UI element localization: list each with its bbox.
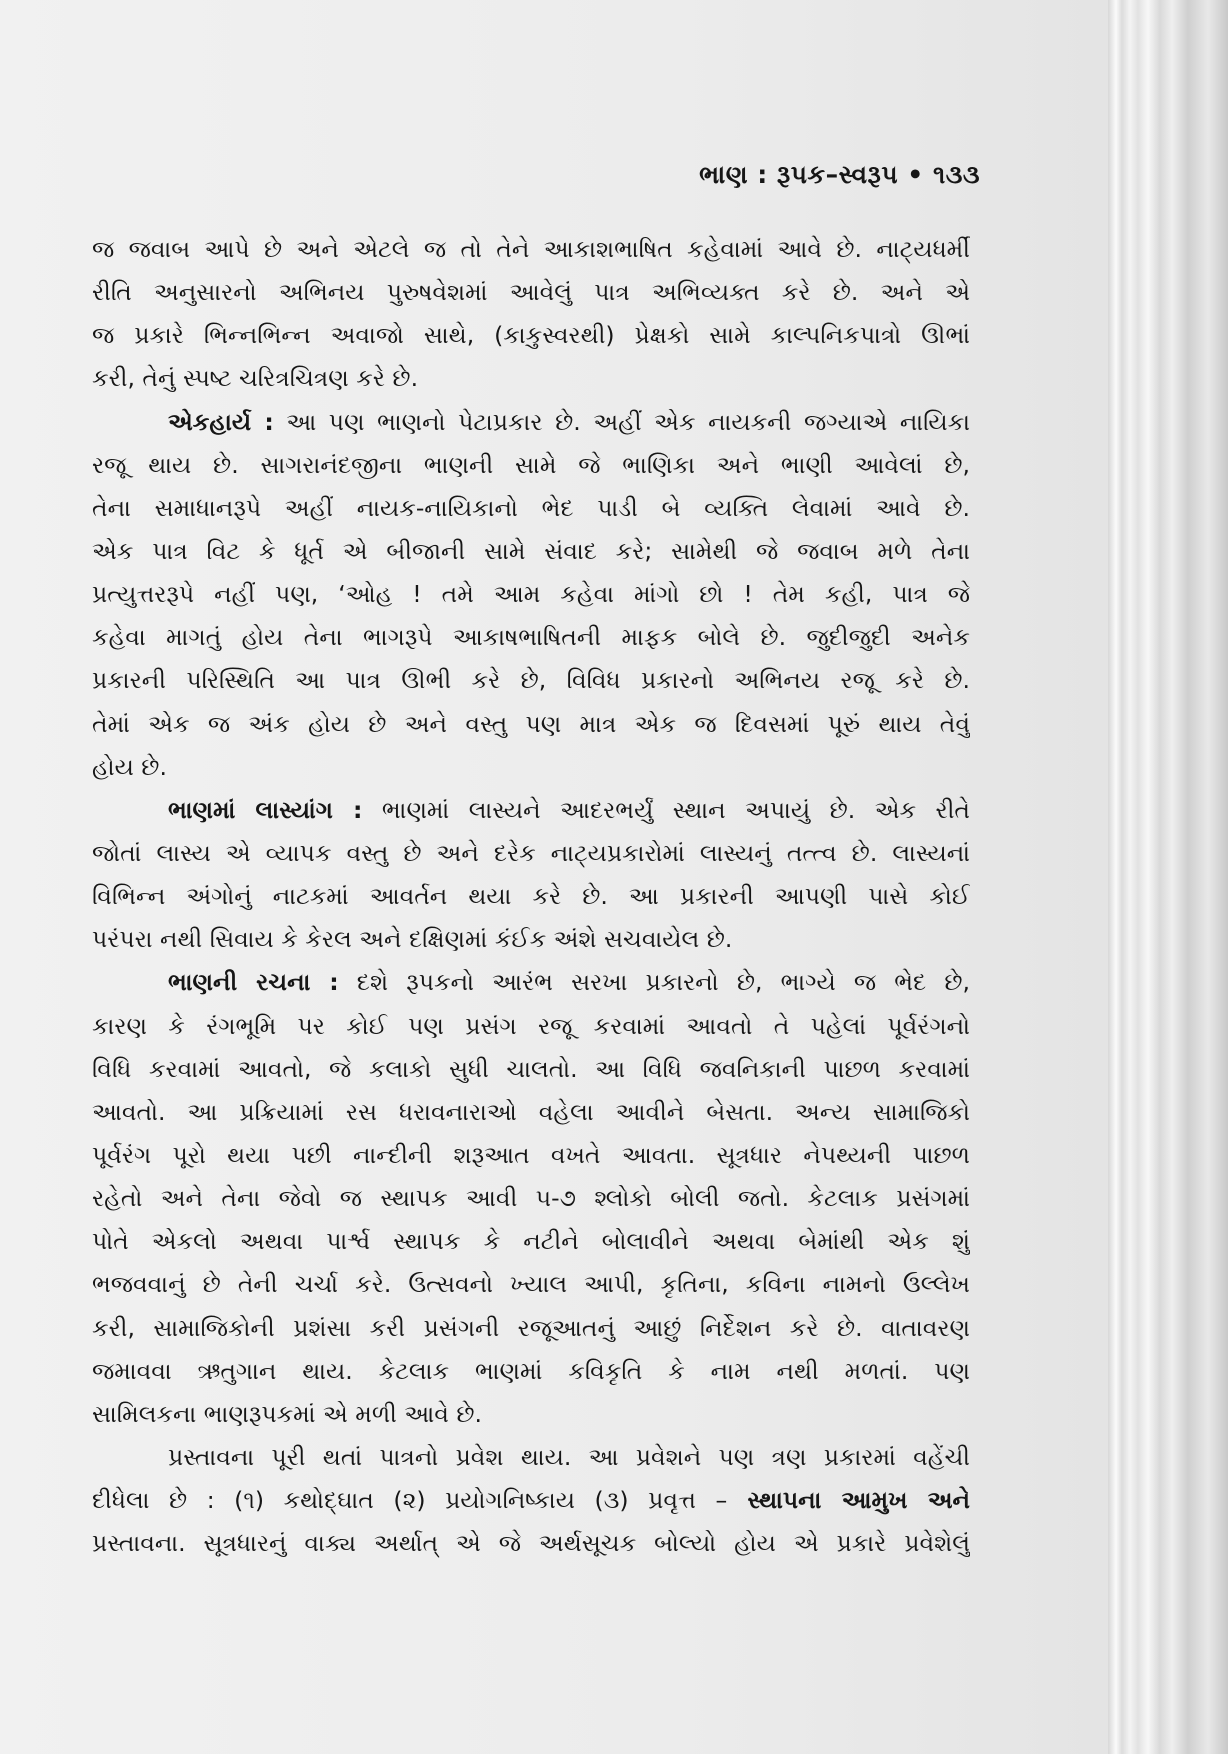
section-heading: એકહાર્ય : [168,407,274,436]
text-line: જોતાં લાસ્ય એ વ્યાપક વસ્તુ છે અને દરેક નાટ્યપ્રકારોમાં લાસ્યનું તત્ત્વ છે. લાસ્યનાં [92,838,970,867]
text-line: પ્રત્યુત્તરરૂપે નહીં પણ, ‘ઓહ ! તમે આમ કહેવા માંગો છો ! તેમ કહી, પાત્ર જે [92,580,970,609]
section-heading: ભાણમાં લાસ્યાંગ : [168,795,363,824]
text-line: જ જવાબ આપે છે અને એટલે જ તો તેને આકાશભાષિત કહેવામાં આવે છે. નાટ્યધર્મી [92,235,970,263]
text-line: વિભિન્ન અંગોનું નાટકમાં આવર્તન થયા કરે છે. આ પ્રકારની આપણી પાસે કોઈ [92,882,970,911]
text-line: ભજવવાનું છે તેની ચર્ચા કરે. ઉત્સવનો ખ્યાલ આપી, કૃતિના, કવિના નામનો ઉલ્લેખ [92,1270,970,1299]
text-line: કારણ કે રંગભૂમિ પર કોઈ પણ પ્રસંગ રજૂ કરવામાં આવતો તે પહેલાં પૂર્વરંગનો [92,1011,970,1040]
running-header: ભાણ : રૂપક–સ્વરૂપ • ૧૩૩ [699,160,980,189]
paragraph-start-ekaharya: એકહાર્ય : આ પણ ભાણનો પેટાપ્રકાર છે. અહીં એક નાયકની જગ્યાએ નાયિકા [168,407,970,436]
text-line: આવતો. આ પ્રક્રિયામાં રસ ધરાવનારાઓ વહેલા આવીને બેસતા. અન્ય સામાજિકો [92,1097,970,1126]
paragraph-start-lasyang: ભાણમાં લાસ્યાંગ : ભાણમાં લાસ્યને આદરભર્યું સ્થાન અપાયું છે. એક રીતે [168,795,970,824]
text-line: પોતે એકલો અથવા પાર્શ્વ સ્થાપક કે નટીને બોલાવીને અથવા બેમાંથી એક શું [92,1227,970,1256]
text-line: પ્રસ્તાવના. સૂત્રધારનું વાક્ય અર્થાત્ એ જે અર્થસૂચક બોલ્યો હોય એ પ્રકારે પ્રવેશેલું [92,1529,970,1558]
paragraph-start-prastavana: પ્રસ્તાવના પૂરી થતાં પાત્રનો પ્રવેશ થાય. આ પ્રવેશને પણ ત્રણ પ્રકારમાં વહેંચી [168,1442,970,1471]
text-line: દીધેલા છે : (૧) કથોદ્ઘાત (૨) પ્રયોગનિષ્કાય (૩) પ્રવૃત્ત – સ્થાપના આમુખ અને [92,1486,970,1515]
text-line: એક પાત્ર વિટ કે ધૂર્ત એ બીજાની સામે સંવાદ કરે; સામેથી જે જવાબ મળે તેના [92,536,970,565]
body-text [92,228,970,1565]
text-line: હોય છે. [92,752,167,781]
text-line: તેના સમાધાનરૂપે અહીં નાયક-નાયિકાનો ભેદ પાડી બે વ્યક્તિ લેવામાં આવે છે. [92,493,970,522]
text-line: પ્રકારની પરિસ્થિતિ આ પાત્ર ઊભી કરે છે, વિવિધ પ્રકારનો અભિનય રજૂ કરે છે. [92,666,970,695]
text-line: વિધિ કરવામાં આવતો, જે કલાકો સુધી ચાલતો. આ વિધિ જવનિકાની પાછળ કરવામાં [92,1054,970,1083]
text-line: કહેવા માગતું હોય તેના ભાગરૂપે આકાષભાષિતની માફક બોલે છે. જુદીજુદી અનેક [92,623,970,652]
text-line: રજૂ થાય છે. સાગરાનંદજીના ભાણની સામે જે ભાણિકા અને ભાણી આવેલાં છે, [92,450,970,479]
text-line: કરી, સામાજિકોની પ્રશંસા કરી પ્રસંગની રજૂઆતનું આછું નિર્દેશન કરે છે. વાતાવરણ [92,1313,970,1342]
text-line: પૂર્વરંગ પૂરો થયા પછી નાન્દીની શરૂઆત વખતે આવતા. સૂત્રધાર નેપથ્યની પાછળ [92,1140,970,1169]
text-line: તેમાં એક જ અંક હોય છે અને વસ્તુ પણ માત્ર એક જ દિવસમાં પૂરું થાય તેવું [92,709,970,738]
text-line: રીતિ અનુસારનો અભિનય પુરુષવેશમાં આવેલું પાત્ર અભિવ્યક્ત કરે છે. અને એ [92,278,970,307]
page-edge-shadow [1108,0,1228,1754]
section-heading: ભાણની રચના : [168,968,339,997]
text-line: જમાવવા ઋતુગાન થાય. કેટલાક ભાણમાં કવિકૃતિ કે નામ નથી મળતાં. પણ [92,1356,970,1385]
text-line: રહેતો અને તેના જેવો જ સ્થાપક આવી ૫-૭ શ્લોકો બોલી જતો. કેટલાક પ્રસંગમાં [92,1184,970,1213]
paragraph-start-rachana: ભાણની રચના : દશે રૂપકનો આરંભ સરખા પ્રકારનો છે, ભાગ્યે જ ભેદ છે, [168,968,970,997]
text-line: કરી, તેનું સ્પષ્ટ ચરિત્રચિત્રણ કરે છે. [92,364,419,393]
text-line: જ પ્રકારે ભિન્નભિન્ન અવાજો સાથે, (કાકુસ્વરથી) પ્રેક્ષકો સામે કાલ્પનિકપાત્રો ઊભાં [92,321,970,350]
text-line: પરંપરા નથી સિવાય કે કેરલ અને દક્ષિણમાં કંઈક અંશે સચવાયેલ છે. [92,925,733,954]
text-line: સામિલકના ભાણરૂપકમાં એ મળી આવે છે. [92,1399,483,1428]
